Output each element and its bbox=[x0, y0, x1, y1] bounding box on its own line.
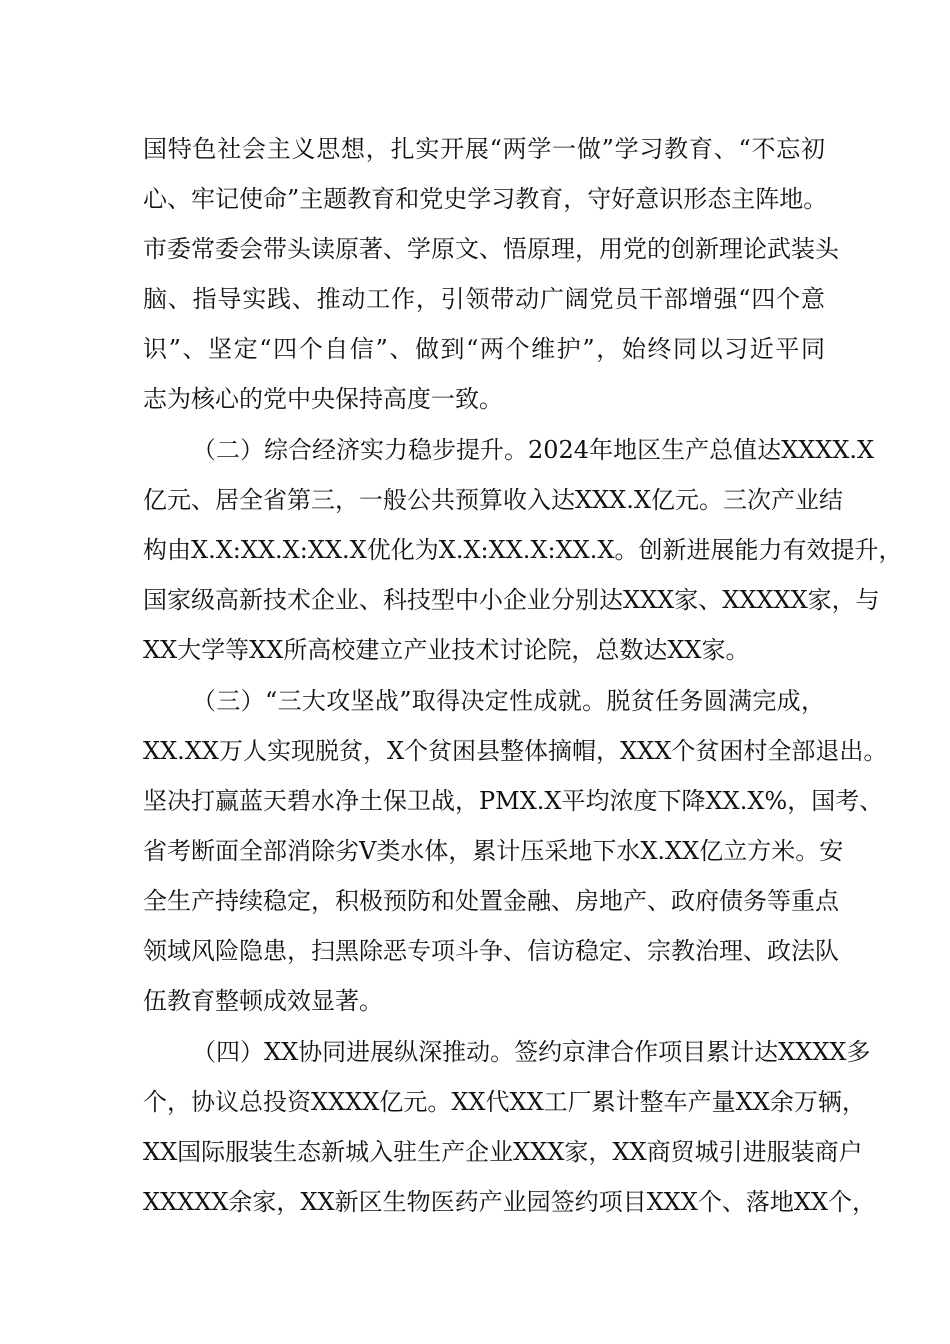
paragraph-2-line-1: （二）综合经济实力稳步提升。2024年地区生产总值达XXXX.X bbox=[192, 436, 875, 464]
paragraph-4-line-3: XX国际服装生态新城入驻生产企业XXX家，XX商贸城引进服装商户 bbox=[143, 1138, 863, 1166]
paragraph-1-line-1: 国特色社会主义思想，扎实开展“两学一做”学习教育、“不忘初 bbox=[143, 135, 825, 163]
paragraph-4-line-1: （四）XX协同进展纵深推动。签约京津合作项目累计达XXXX多 bbox=[192, 1038, 871, 1066]
paragraph-3-line-3: 坚决打赢蓝天碧水净土保卫战，PMX.X平均浓度下降XX.X%，国考、 bbox=[143, 787, 884, 815]
paragraph-3-line-6: 领域风险隐患，扫黑除恶专项斗争、信访稳定、宗教治理、政法队 bbox=[143, 937, 839, 965]
paragraph-1-line-5: 识”、坚定“四个自信”、做到“两个维护”，始终同以习近平同 bbox=[143, 335, 825, 363]
paragraph-3-line-1: （三）“三大攻坚战”取得决定性成就。脱贫任务圆满完成， bbox=[192, 687, 825, 715]
paragraph-3-line-4: 省考断面全部消除劣Ⅴ类水体，累计压采地下水X.XX亿立方米。安 bbox=[143, 837, 844, 865]
paragraph-4-line-2: 个，协议总投资XXXX亿元。XX代XX工厂累计整车产量XX余万辆， bbox=[143, 1088, 866, 1116]
paragraph-3-line-5: 全生产持续稳定，积极预防和处置金融、房地产、政府债务等重点 bbox=[143, 887, 839, 915]
paragraph-2-line-3: 构由X.X:XX.X:XX.X优化为X.X:XX.X:XX.X。创新进展能力有效提升， bbox=[143, 536, 903, 564]
paragraph-2-line-4: 国家级高新技术企业、科技型中小企业分别达XXX家、XXXXX家，与 bbox=[143, 586, 880, 614]
paragraph-1-line-2: 心、牢记使命”主题教育和党史学习教育，守好意识形态主阵地。 bbox=[143, 185, 828, 213]
paragraph-2-line-5: XX大学等XX所高校建立产业技术讨论院，总数达XX家。 bbox=[143, 636, 750, 664]
paragraph-1-line-3: 市委常委会带头读原著、学原文、悟原理，用党的创新理论武装头 bbox=[143, 235, 839, 263]
paragraph-4-line-4: XXXXX余家，XX新区生物医药产业园签约项目XXX个、落地XX个， bbox=[143, 1188, 877, 1216]
paragraph-1-line-4: 脑、指导实践、推动工作，引领带动广阔党员干部增强“四个意 bbox=[143, 285, 825, 313]
paragraph-3-line-2: XX.XX万人实现脱贫，X个贫困县整体摘帽，XXX个贫困村全部退出。 bbox=[143, 737, 888, 765]
paragraph-1-line-6: 志为核心的党中央保持高度一致。 bbox=[143, 385, 503, 413]
paragraph-2-line-2: 亿元、居全省第三，一般公共预算收入达XXX.X亿元。三次产业结 bbox=[143, 486, 843, 514]
paragraph-3-line-7: 伍教育整顿成效显著。 bbox=[143, 987, 383, 1015]
